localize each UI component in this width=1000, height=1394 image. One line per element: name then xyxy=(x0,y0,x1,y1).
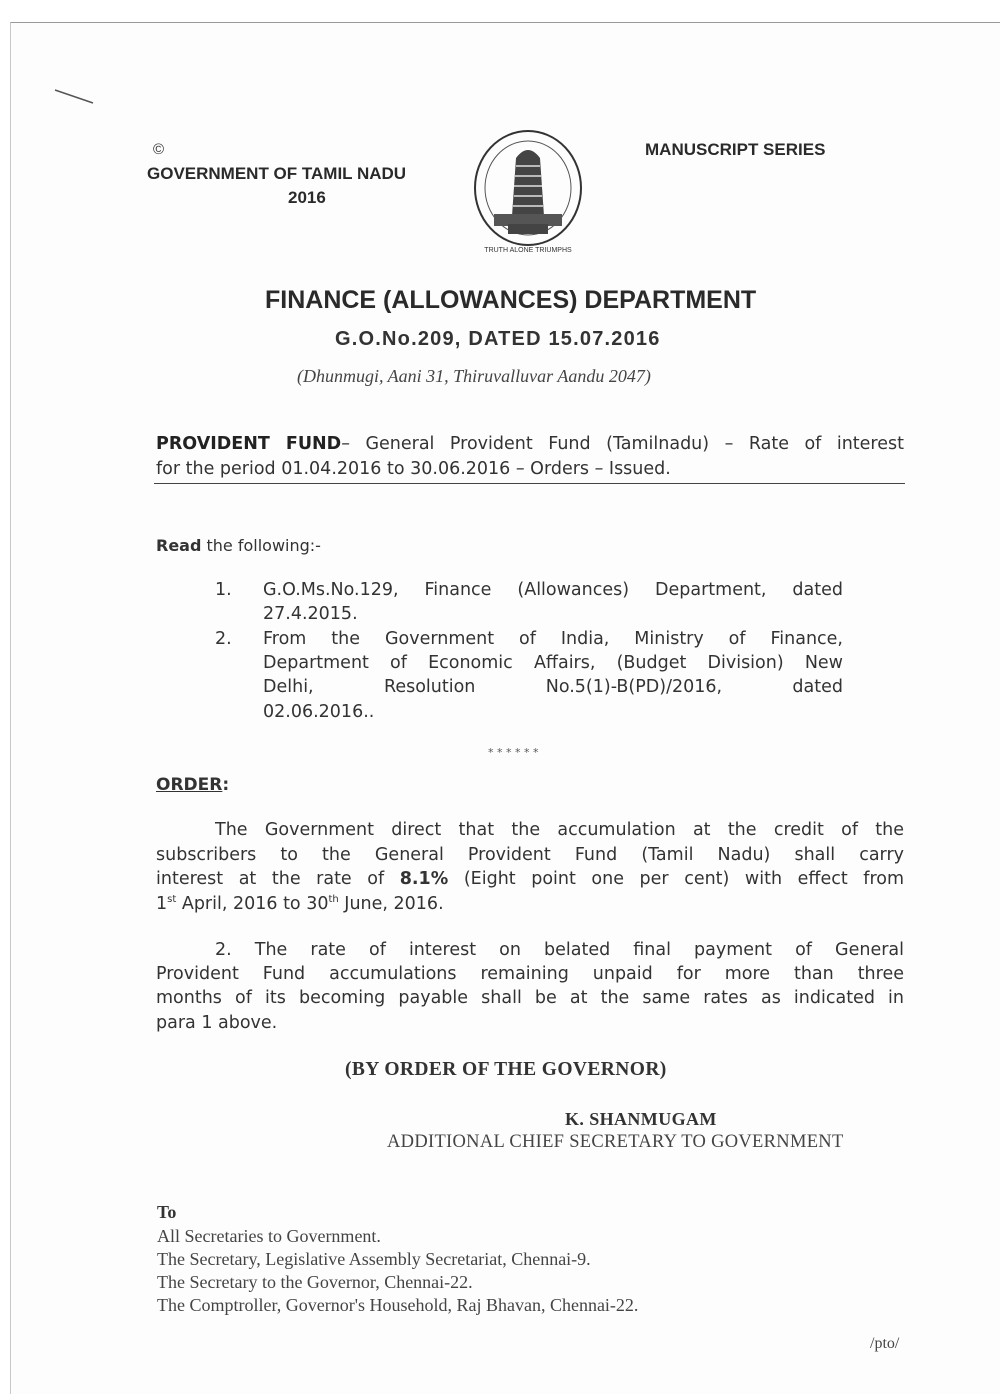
copyright-symbol: © xyxy=(153,141,165,158)
recipient: The Comptroller, Governor's Household, Raj Bhavan, Chennai-22. xyxy=(157,1295,639,1315)
recipient: All Secretaries to Government. xyxy=(157,1226,381,1246)
reference-number-2: 2. xyxy=(215,629,232,649)
separator-stars: * * * * * * xyxy=(488,746,539,759)
subject-label: PROVIDENT FUND xyxy=(156,434,342,454)
by-order-line: (BY ORDER OF THE GOVERNOR) xyxy=(345,1059,667,1080)
order-para2-line3: months of its becoming payable shall be at the same rates as indicated in xyxy=(156,988,904,1008)
order-para2-line1: 2. The rate of interest on belated final payment of General xyxy=(215,940,904,960)
reference-1-line-2: 27.4.2015. xyxy=(263,604,358,624)
subject-line-1: PROVIDENT FUND– General Provident Fund (Tamilnadu) – Rate of interest xyxy=(156,434,904,454)
signatory-name: K. SHANMUGAM xyxy=(565,1109,717,1129)
recipient: The Secretary to the Governor, Chennai-22. xyxy=(157,1272,473,1292)
reference-2-line-3: Delhi, Resolution No.5(1)-B(PD)/2016, dated xyxy=(263,677,843,697)
order-para1-line1: The Government direct that the accumulation at the credit of the xyxy=(215,820,904,840)
order-para2-line2: Provident Fund accumulations remaining unpaid for more than three xyxy=(156,964,904,984)
year: 2016 xyxy=(288,188,326,207)
recipient: The Secretary, Legislative Assembly Secretariat, Chennai-9. xyxy=(157,1249,591,1269)
reference-2-line-2: Department of Economic Affairs, (Budget Division) New xyxy=(263,653,843,673)
signatory-designation: ADDITIONAL CHIEF SECRETARY TO GOVERNMENT xyxy=(387,1132,844,1152)
go-number: G.O.No.209, DATED 15.07.2016 xyxy=(335,328,661,350)
department-title: FINANCE (ALLOWANCES) DEPARTMENT xyxy=(265,286,757,314)
reference-1-line-1: G.O.Ms.No.129, Finance (Allowances) Department, dated xyxy=(263,580,843,600)
to-label: To xyxy=(157,1202,177,1222)
subject-underline xyxy=(154,483,905,484)
reference-2-line-1: From the Government of India, Ministry of Finance, xyxy=(263,629,843,649)
order-heading: ORDER: xyxy=(156,775,230,795)
order-para1-line2: subscribers to the General Provident Fund (Tamil Nadu) shall carry xyxy=(156,845,904,865)
pto-marker: /pto/ xyxy=(870,1335,900,1352)
issuer: GOVERNMENT OF TAMIL NADU xyxy=(147,164,407,183)
order-para2-line4: para 1 above. xyxy=(156,1013,278,1033)
pen-mark xyxy=(50,85,100,110)
interest-rate: 8.1% xyxy=(399,869,449,889)
tamil-date: (Dhunmugi, Aani 31, Thiruvalluvar Aandu 2047) xyxy=(297,366,651,386)
subject-line-2: for the period 01.04.2016 to 30.06.2016 – Orders – Issued. xyxy=(156,459,671,479)
emblem-motto: TRUTH ALONE TRIUMPHS xyxy=(484,247,572,254)
read-heading: Read the following:- xyxy=(156,536,321,555)
order-para1-line3: interest at the rate of 8.1% (Eight point one per cent) with effect from xyxy=(156,869,905,889)
reference-2-line-4: 02.06.2016.. xyxy=(263,702,375,722)
order-para1-line4: 1st April, 2016 to 30th June, 2016. xyxy=(156,894,444,914)
series-label: MANUSCRIPT SERIES xyxy=(645,140,826,159)
state-emblem xyxy=(468,128,588,258)
reference-number-1: 1. xyxy=(215,580,232,600)
